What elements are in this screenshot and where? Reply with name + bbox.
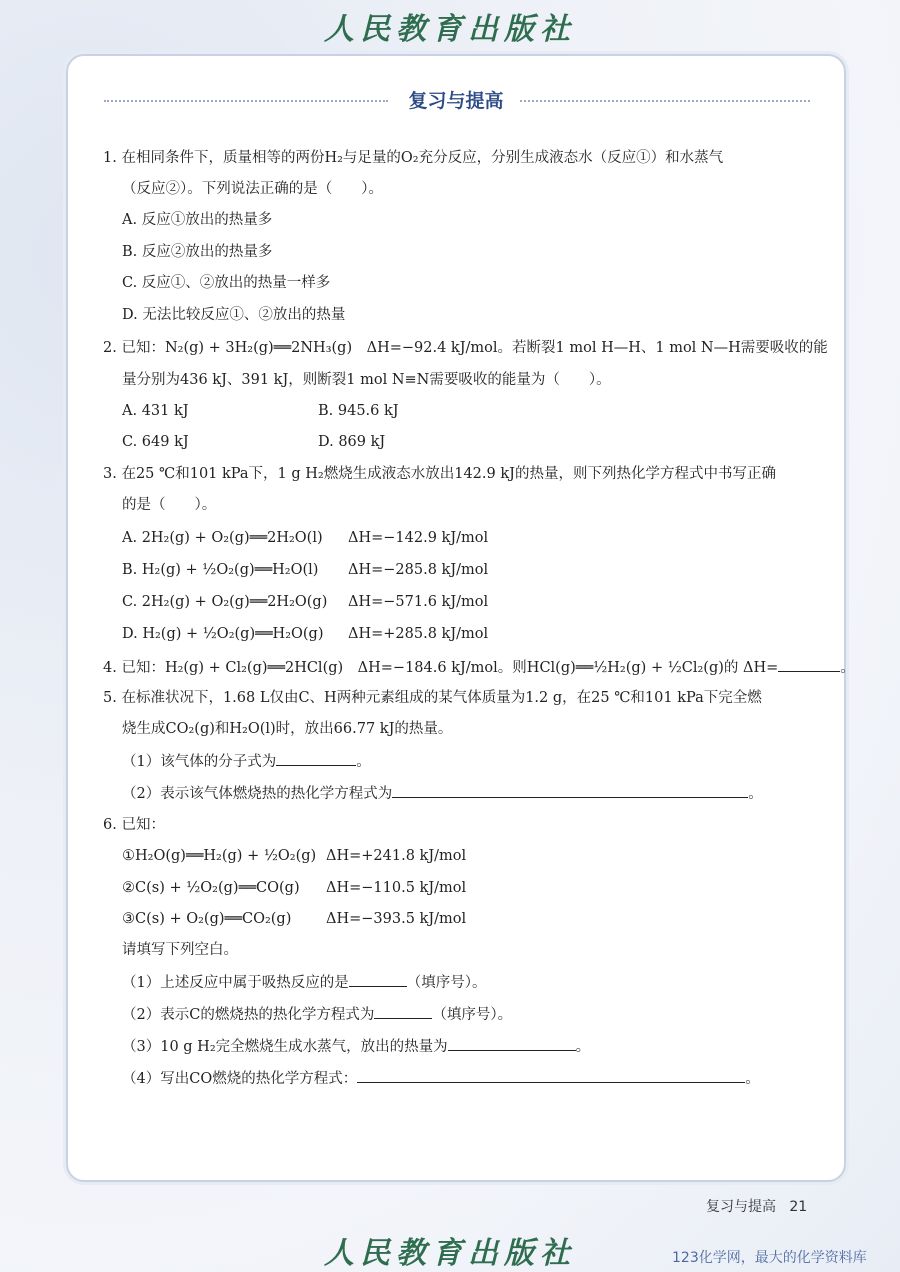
q5-sub-1-text: （1）该气体的分子式为 xyxy=(122,754,277,770)
publisher-logo-bottom: 人民教育出版社 xyxy=(324,1236,576,1271)
q4-text: 4. 已知：H₂(g) + Cl₂(g)══2HCl(g) ΔH=−184.6 kJ/mol。则HCl(g)══½H₂(g) + ½Cl₂(g)的 ΔH= xyxy=(103,660,779,676)
q4-end: 。 xyxy=(840,660,855,676)
q5-sub-2-end: 。 xyxy=(748,786,763,802)
q1-option-a: A. 反应①放出的热量多 xyxy=(122,212,273,228)
q6-sub-1-end: （填序号）。 xyxy=(406,975,487,991)
q6-sub-3-text: （3）10 g H₂完全燃烧生成水蒸气，放出的热量为 xyxy=(122,1039,448,1055)
q6-eq-1-dh: ΔH=+241.8 kJ/mol xyxy=(326,848,467,864)
q6-sub-4 xyxy=(122,1068,760,1089)
q5-sub-1-blank[interactable] xyxy=(276,751,356,766)
q6-sub-3-blank[interactable] xyxy=(448,1036,576,1051)
q6-eq-3-dh: ΔH=−393.5 kJ/mol xyxy=(326,911,467,927)
q6-eq-2: ②C(s) + ½O₂(g)══CO(g) xyxy=(122,880,300,896)
q3-line-2: 的是（ ）。 xyxy=(122,497,217,513)
q5-sub-2-blank[interactable] xyxy=(392,783,748,798)
q4-line xyxy=(103,657,855,678)
q5-sub-1-end: 。 xyxy=(356,754,371,770)
q2-option-b: B. 945.6 kJ xyxy=(318,403,399,419)
q6-sub-4-blank[interactable] xyxy=(357,1068,745,1083)
q6-sub-1 xyxy=(122,972,486,993)
page-footer xyxy=(706,1196,807,1216)
publisher-logo-top: 人民教育出版社 xyxy=(324,12,576,47)
watermark-text: 123化学网，最大的化学资料库 xyxy=(672,1250,867,1266)
q6-sub-1-blank[interactable] xyxy=(349,972,407,987)
q6-sub-2-end: （填序号）。 xyxy=(432,1007,513,1023)
q3-option-b-eq: B. H₂(g) + ½O₂(g)══H₂O(l) xyxy=(122,562,319,578)
q3-option-a-dh: ΔH=−142.9 kJ/mol xyxy=(348,530,489,546)
q6-eq-2-dh: ΔH=−110.5 kJ/mol xyxy=(326,880,467,896)
q6-sub-1-text: （1）上述反应中属于吸热反应的是 xyxy=(122,975,349,991)
section-title: 复习与提高 xyxy=(408,90,504,112)
q1-option-d: D. 无法比较反应①、②放出的热量 xyxy=(122,307,346,323)
q6-sub-3-end: 。 xyxy=(575,1039,591,1055)
q6-sub-2 xyxy=(122,1004,512,1025)
q2-line-2: 量分别为436 kJ、391 kJ，则断裂1 mol N≡N需要吸收的能量为（ ）。 xyxy=(122,372,611,388)
q3-option-a-eq: A. 2H₂(g) + O₂(g)══2H₂O(l) xyxy=(122,530,323,546)
q6-sub-3 xyxy=(122,1036,590,1057)
q3-option-c-eq: C. 2H₂(g) + O₂(g)══2H₂O(g) xyxy=(122,594,328,610)
q2-option-c: C. 649 kJ xyxy=(122,434,189,450)
q1-line-1: 1. 在相同条件下，质量相等的两份H₂与足量的O₂充分反应，分别生成液态水（反应①）和水蒸气 xyxy=(103,150,724,166)
q1-line-2: （反应②）。下列说法正确的是（ ）。 xyxy=(122,181,383,197)
q2-line-1: 2. 已知：N₂(g) + 3H₂(g)══2NH₃(g) ΔH=−92.4 kJ/mol。若断裂1 mol H—H、1 mol N—H需要吸收的能 xyxy=(103,340,828,356)
page-number: 21 xyxy=(789,1199,808,1215)
q3-option-d-eq: D. H₂(g) + ½O₂(g)══H₂O(g) xyxy=(122,626,324,642)
section-header xyxy=(104,86,810,116)
dotted-rule-right xyxy=(520,100,810,102)
q6-eq-1: ①H₂O(g)══H₂(g) + ½O₂(g) xyxy=(122,848,317,864)
dotted-rule-left xyxy=(104,100,388,102)
q5-line-2: 烧生成CO₂(g)和H₂O(l)时，放出66.77 kJ的热量。 xyxy=(122,721,453,737)
q6-sub-4-text: （4）写出CO燃烧的热化学方程式： xyxy=(122,1071,358,1087)
q3-line-1: 3. 在25 ℃和101 kPa下，1 g H₂燃烧生成液态水放出142.9 kJ的热量，则下列热化学方程式中书写正确 xyxy=(103,466,776,482)
q5-sub-2-text: （2）表示该气体燃烧热的热化学方程式为 xyxy=(122,786,393,802)
q5-sub-1 xyxy=(122,751,371,772)
q3-option-c-dh: ΔH=−571.6 kJ/mol xyxy=(348,594,489,610)
q1-option-c: C. 反应①、②放出的热量一样多 xyxy=(122,275,331,291)
q6-sub-4-end: 。 xyxy=(745,1071,760,1087)
q6-eq-3: ③C(s) + O₂(g)══CO₂(g) xyxy=(122,911,292,927)
q2-option-a: A. 431 kJ xyxy=(122,403,189,419)
q6-sub-2-blank[interactable] xyxy=(374,1004,432,1019)
q4-answer-blank[interactable] xyxy=(778,657,840,672)
q3-option-d-dh: ΔH=+285.8 kJ/mol xyxy=(348,626,489,642)
q2-option-d: D. 869 kJ xyxy=(318,434,386,450)
q6-line-1: 6. 已知： xyxy=(103,817,165,833)
q1-option-b: B. 反应②放出的热量多 xyxy=(122,244,273,260)
q5-line-1: 5. 在标准状况下，1.68 L仅由C、H两种元素组成的某气体质量为1.2 g，在25 ℃和101 kPa下完全燃 xyxy=(103,690,762,706)
q5-sub-2 xyxy=(122,783,763,804)
footer-section: 复习与提高 xyxy=(706,1199,776,1215)
q6-sub-2-text: （2）表示C的燃烧热的热化学方程式为 xyxy=(122,1007,375,1023)
q6-instruction: 请填写下列空白。 xyxy=(122,942,238,958)
q3-option-b-dh: ΔH=−285.8 kJ/mol xyxy=(348,562,489,578)
